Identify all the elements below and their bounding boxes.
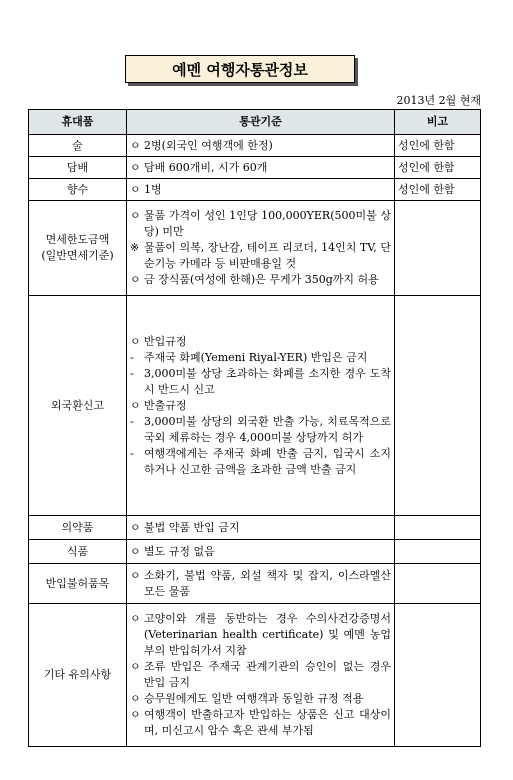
header-standard: 통관기준 (127, 110, 395, 135)
item-text: 승무원에게도 일반 여행객과 동일한 규정 적용 (144, 692, 364, 705)
row-category (29, 179, 127, 201)
table-body (29, 135, 481, 747)
standard-list (130, 520, 391, 536)
row-note (395, 201, 481, 296)
row-category (29, 296, 127, 516)
item-text: 반입규정 (144, 334, 187, 348)
row-note: 성인에 한함 (395, 157, 481, 179)
category-text: 외국환신고 (50, 398, 105, 412)
bullet-mark: ㅇ (130, 138, 141, 152)
table-row (29, 296, 481, 516)
row-note (395, 296, 481, 516)
list-item (130, 446, 391, 478)
row-standard (127, 201, 395, 296)
item-text: 소화기, 불법 약품, 외설 책자 및 잡지, 이스라엘산 모든 물품 (144, 568, 391, 598)
table-row (29, 179, 481, 201)
standard-list (130, 611, 391, 739)
item-text: 여행객에게는 주재국 화폐 반출 금지, 입국시 소지하거나 신고한 금액을 초과한 금액 반출 금지 (144, 446, 391, 476)
row-category (29, 604, 127, 747)
row-note (395, 604, 481, 747)
row-standard (127, 157, 395, 179)
document-title (125, 55, 355, 83)
item-text: 3,000미불 상당의 외국환 반출 가능, 치료목적으로 국외 체류하는 경우 4,000미불 상당까지 허가 (144, 414, 391, 444)
category-text: 식품 (66, 544, 89, 558)
bullet-mark: ㅇ (130, 708, 141, 721)
row-standard (127, 564, 395, 604)
row-category (29, 135, 127, 157)
list-item (130, 568, 391, 600)
bullet-mark: ㅇ (130, 568, 141, 582)
table-row (29, 516, 481, 540)
item-text: 반출규정 (144, 398, 187, 412)
bullet-mark: ㅇ (130, 160, 141, 174)
bullet-mark: ㅇ (130, 273, 141, 286)
item-text: 조류 반입은 주재국 관계기관의 승인이 없는 경우 반입 금지 (144, 660, 391, 689)
list-item (130, 366, 391, 398)
table-header-row (29, 110, 481, 135)
bullet-mark: - (130, 366, 134, 380)
bullet-mark: ㅇ (130, 209, 141, 222)
row-category (29, 516, 127, 540)
row-note (395, 540, 481, 564)
title-text: 예멘 여행자통관정보 (172, 60, 308, 79)
item-text: 별도 규정 없음 (144, 544, 215, 558)
standard-list (130, 182, 391, 198)
standard-list (130, 544, 391, 560)
item-text: 주재국 화폐(Yemeni Riyal-YER) 반입은 금지 (144, 350, 368, 364)
header-item: 휴대품 (29, 110, 127, 135)
item-text: 금 장식품(여성에 한해)은 무게가 350g까지 허용 (144, 273, 379, 286)
bullet-mark: ㅇ (130, 334, 141, 348)
bullet-mark: ㅇ (130, 660, 141, 673)
category-text: (일반면세기준) (41, 249, 114, 262)
table-row (29, 135, 481, 157)
table-row (29, 157, 481, 179)
bullet-mark: ㅇ (130, 692, 141, 705)
category-text: 면세한도금액 (45, 233, 110, 246)
row-standard (127, 179, 395, 201)
header-note: 비고 (395, 110, 481, 135)
item-text: 물품이 의복, 장난감, 테이프 리코더, 14인치 TV, 단순기능 카메라 등 비판매용일 것 (144, 241, 391, 270)
list-item (130, 182, 391, 198)
row-standard (127, 516, 395, 540)
date-label: 2013년 2월 현재 (396, 94, 481, 107)
list-item (130, 520, 391, 536)
row-note (395, 564, 481, 604)
row-note: 성인에 한함 (395, 179, 481, 201)
row-standard (127, 296, 395, 516)
category-text: 술 (72, 138, 83, 152)
row-note (395, 516, 481, 540)
item-text: 2병(외국인 여행객에 한정) (144, 138, 273, 152)
row-standard (127, 135, 395, 157)
item-text: 물품 가격이 성인 1인당 100,000YER(500미불 상당) 미만 (144, 209, 391, 238)
standard-list (130, 208, 391, 288)
item-text: 1병 (144, 182, 162, 196)
category-text: 기타 유의사항 (43, 668, 112, 681)
standard-list (130, 568, 391, 600)
list-item (130, 659, 391, 691)
standard-list (130, 160, 391, 176)
category-text: 향수 (66, 182, 89, 196)
item-text: 담배 600개비, 시가 60개 (144, 160, 268, 174)
bullet-mark: ※ (130, 241, 140, 254)
list-item (130, 334, 391, 350)
table-row (29, 201, 481, 296)
row-standard (127, 604, 395, 747)
list-item (130, 208, 391, 240)
bullet-mark: - (130, 414, 134, 428)
category-text: 의약품 (61, 520, 94, 534)
table-row (29, 540, 481, 564)
row-category (29, 540, 127, 564)
list-item (130, 240, 391, 272)
row-category (29, 157, 127, 179)
list-item (130, 398, 391, 414)
item-text: 여행객이 반출하고자 반입하는 상품은 신고 대상이며, 미신고시 압수 혹은 관세 부가됨 (144, 708, 391, 737)
category-text: 반입불허품목 (45, 576, 110, 590)
list-item (130, 544, 391, 560)
item-text: 3,000미불 상당 초과하는 화폐를 소지한 경우 도착시 반드시 신고 (144, 366, 391, 396)
list-item (130, 707, 391, 739)
list-item (130, 160, 391, 176)
category-text: 담배 (66, 160, 89, 174)
row-standard (127, 540, 395, 564)
bullet-mark: ㅇ (130, 544, 141, 558)
bullet-mark: ㅇ (130, 520, 141, 534)
list-item (130, 350, 391, 366)
list-item (130, 611, 391, 659)
row-category (29, 201, 127, 296)
list-item (130, 272, 391, 288)
bullet-mark: - (130, 446, 134, 460)
bullet-mark: ㅇ (130, 612, 141, 625)
bullet-mark: ㅇ (130, 398, 141, 412)
bullet-mark: - (130, 350, 134, 364)
standard-list (130, 138, 391, 154)
item-text: 고양이와 개를 동반하는 경우 수의사건강증명서(Veterinarian health certificate) 및 예멘 농업부의 반입허가서 지참 (144, 612, 391, 657)
row-category (29, 564, 127, 604)
standard-list (130, 334, 391, 478)
table-row (29, 604, 481, 747)
list-item (130, 414, 391, 446)
bullet-mark: ㅇ (130, 182, 141, 196)
row-note: 성인에 한함 (395, 135, 481, 157)
customs-table (28, 109, 481, 747)
item-text: 불법 약품 반입 금지 (144, 520, 240, 534)
list-item (130, 691, 391, 707)
table-row (29, 564, 481, 604)
list-item (130, 138, 391, 154)
